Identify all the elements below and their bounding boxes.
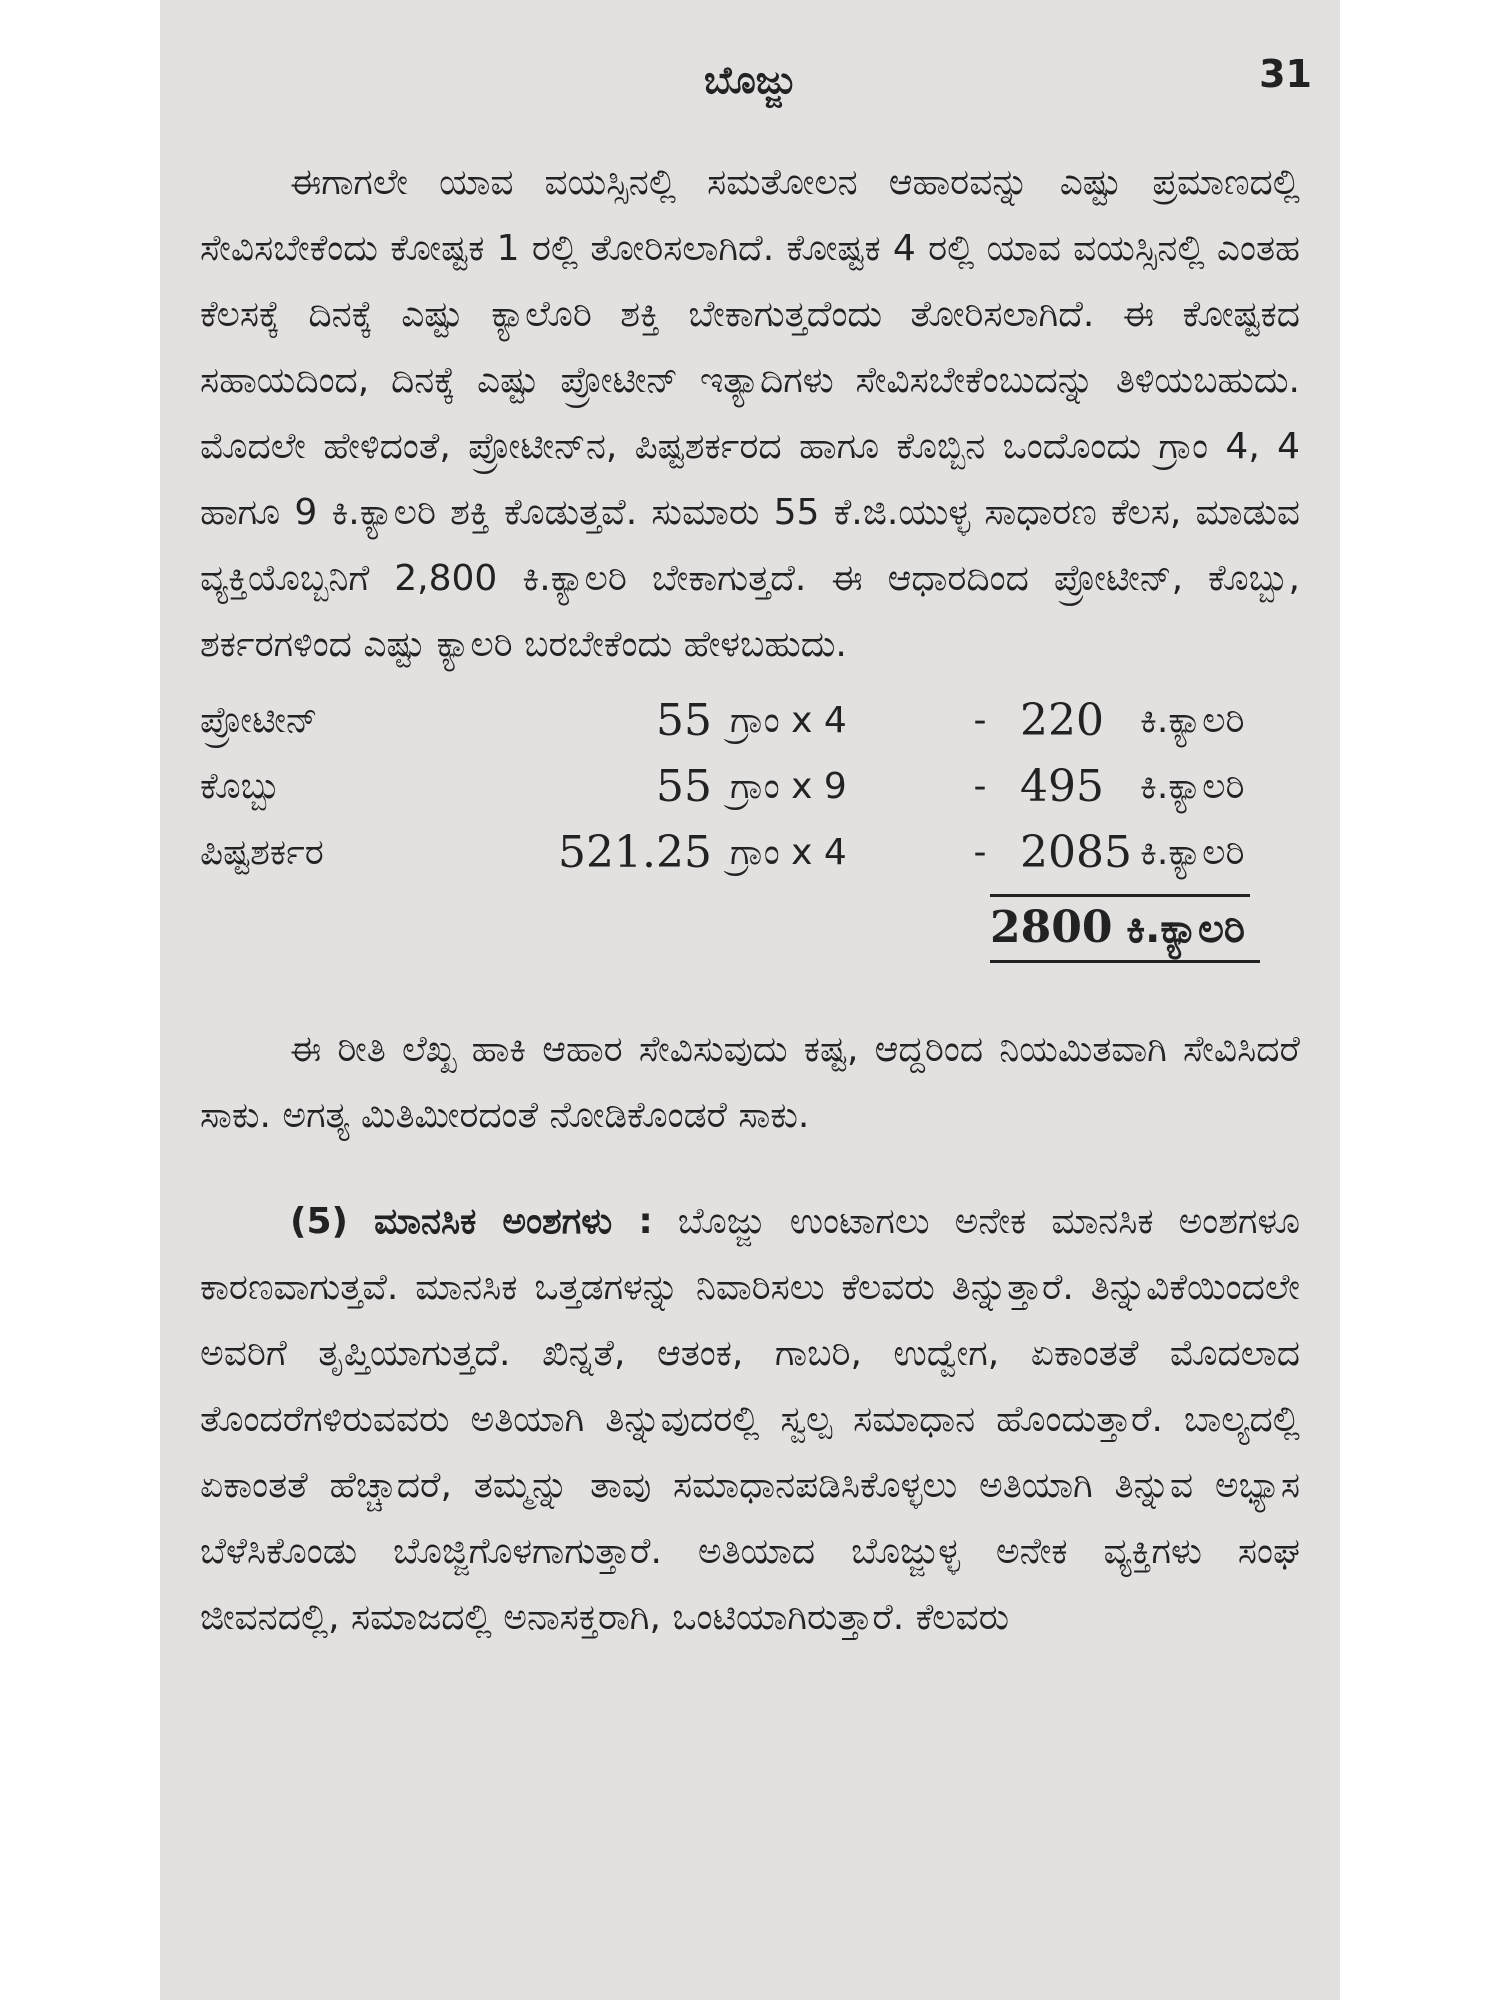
calc-total bbox=[990, 897, 1300, 960]
calc-label: ಕೊಬ್ಬು bbox=[200, 766, 281, 807]
calc-result: 495 bbox=[1020, 761, 1104, 812]
calc-unit: ಗ್ರಾಂ x 4 bbox=[730, 832, 847, 873]
spacer bbox=[200, 1149, 1300, 1189]
section-heading: (5) ಮಾನಸಿಕ ಅಂಶಗಳು : bbox=[290, 1201, 653, 1242]
calc-result-unit: ಕಿ.ಕ್ಯಾಲರಿ bbox=[1140, 832, 1245, 873]
calc-unit: ಗ್ರಾಂ x 9 bbox=[730, 766, 847, 807]
calc-result: 2085 bbox=[1020, 827, 1132, 878]
running-head: ಬೊಜ್ಜು bbox=[704, 58, 796, 102]
calc-total-block bbox=[990, 894, 1300, 963]
calc-dash: - bbox=[973, 766, 987, 807]
calc-label: ಪ್ರೋಟೀನ್ bbox=[200, 700, 318, 741]
calorie-calculation bbox=[200, 688, 1300, 963]
calc-result-unit: ಕಿ.ಕ್ಯಾಲರಿ bbox=[1140, 700, 1245, 741]
book-page bbox=[160, 0, 1340, 2000]
paragraph-mental-factors bbox=[200, 1189, 1300, 1651]
page-number: 31 bbox=[1259, 52, 1312, 96]
calc-quantity: 55 bbox=[656, 695, 712, 746]
calc-dash: - bbox=[973, 700, 987, 741]
total-underline bbox=[990, 960, 1260, 963]
calc-result-unit: ಕಿ.ಕ್ಯಾಲರಿ bbox=[1140, 766, 1245, 807]
calc-result: 220 bbox=[1020, 695, 1104, 746]
calc-dash: - bbox=[973, 832, 987, 873]
calc-row-fat bbox=[200, 754, 1300, 820]
paragraph-energy-requirements: ಈಗಾಗಲೇ ಯಾವ ವಯಸ್ಸಿನಲ್ಲಿ ಸಮತೋಲನ ಆಹಾರವನ್ನು ಎಷ್ಟು ಪ್ರಮಾಣದಲ್ಲಿ ಸೇವಿಸಬೇಕೆಂದು ಕೋಷ್ಟಕ 1 ರಲ್ಲಿ ತೋರಿಸಲಾಗಿದೆ. ಕೋಷ್ಟಕ 4 ರಲ್ಲಿ ಯಾವ ವಯಸ್ಸಿನಲ್ಲಿ ಎಂತಹ ಕೆಲಸಕ್ಕೆ ದಿನಕ್ಕೆ ಎಷ್ಟು ಕ್ಯಾಲೊರಿ ಶಕ್ತಿ ಬೇಕಾಗುತ್ತದೆಂದು ತೋರಿಸಲಾಗಿದೆ. ಈ ಕೋಷ್ಟಕದ ಸಹಾಯದಿಂದ, ದಿನಕ್ಕೆ ಎಷ್ಟು ಪ್ರೋಟೀನ್ ಇತ್ಯಾದಿಗಳು ಸೇವಿಸಬೇಕೆಂಬುದನ್ನು ತಿಳಿಯಬಹುದು. ಮೊದಲೇ ಹೇಳಿದಂತೆ, ಪ್ರೋಟೀನ್‌ನ, ಪಿಷ್ಟಶರ್ಕರದ ಹಾಗೂ ಕೊಬ್ಬಿನ ಒಂದೊಂದು ಗ್ರಾಂ 4, 4 ಹಾಗೂ 9 ಕಿ.ಕ್ಯಾಲರಿ ಶಕ್ತಿ ಕೊಡುತ್ತವೆ. ಸುಮಾರು 55 ಕೆ.ಜಿ.ಯುಳ್ಳ ಸಾಧಾರಣ ಕೆಲಸ, ಮಾಡುವ ವ್ಯಕ್ತಿಯೊಬ್ಬನಿಗೆ 2,800 ಕಿ.ಕ್ಯಾಲರಿ ಬೇಕಾಗುತ್ತದೆ. ಈ ಆಧಾರದಿಂದ ಪ್ರೋಟೀನ್, ಕೊಬ್ಬು, ಶರ್ಕರಗಳಿಂದ ಎಷ್ಟು ಕ್ಯಾಲರಿ ಬರಬೇಕೆಂದು ಹೇಳಬಹುದು. bbox=[200, 162, 1300, 665]
calc-total-unit: ಕಿ.ಕ್ಯಾಲರಿ bbox=[1126, 906, 1246, 952]
calc-total-value: 2800 bbox=[990, 902, 1113, 953]
calc-row-carbohydrate bbox=[200, 820, 1300, 886]
page-header bbox=[160, 50, 1340, 110]
calc-quantity: 55 bbox=[656, 761, 712, 812]
paragraph-practical-note: ಈ ರೀತಿ ಲೆಖ್ಖ ಹಾಕಿ ಆಹಾರ ಸೇವಿಸುವುದು ಕಷ್ಟ, ಆದ್ದರಿಂದ ನಿಯಮಿತವಾಗಿ ಸೇವಿಸಿದರೆ ಸಾಕು. ಅಗತ್ಯ ಮಿತಿಮೀರದಂತೆ ನೋಡಿಕೊಂಡರೆ ಸಾಕು. bbox=[200, 1029, 1300, 1136]
calc-label: ಪಿಷ್ಟಶರ್ಕರ bbox=[200, 832, 324, 873]
calc-row-protein bbox=[200, 688, 1300, 754]
calc-quantity: 521.25 bbox=[558, 827, 712, 878]
calc-unit: ಗ್ರಾಂ x 4 bbox=[730, 700, 847, 741]
section-text: ಬೊಜ್ಜು ಉಂಟಾಗಲು ಅನೇಕ ಮಾನಸಿಕ ಅಂಶಗಳೂ ಕಾರಣವಾಗುತ್ತವೆ. ಮಾನಸಿಕ ಒತ್ತಡಗಳನ್ನು ನಿವಾರಿಸಲು ಕೆಲವರು ತಿನ್ನುತ್ತಾರೆ. ತಿನ್ನುವಿಕೆಯಿಂದಲೇ ಅವರಿಗೆ ತೃಪ್ತಿಯಾಗುತ್ತದೆ. ಖಿನ್ನತೆ, ಆತಂಕ, ಗಾಬರಿ, ಉದ್ವೇಗ, ಏಕಾಂತತೆ ಮೊದಲಾದ ತೊಂದರೆಗಳಿರುವವರು ಅತಿಯಾಗಿ ತಿನ್ನುವುದರಲ್ಲಿ ಸ್ವಲ್ಪ ಸಮಾಧಾನ ಹೊಂದುತ್ತಾರೆ. ಬಾಲ್ಯದಲ್ಲಿ ಏಕಾಂತತೆ ಹೆಚ್ಚಾದರೆ, ತಮ್ಮನ್ನು ತಾವು ಸಮಾಧಾನಪಡಿಸಿಕೊಳ್ಳಲು ಅತಿಯಾಗಿ ತಿನ್ನುವ ಅಭ್ಯಾಸ ಬೆಳೆಸಿಕೊಂಡು ಬೊಜ್ಜಿಗೊಳಗಾಗುತ್ತಾರೆ. ಅತಿಯಾದ ಬೊಜ್ಜುಳ್ಳ ಅನೇಕ ವ್ಯಕ್ತಿಗಳು ಸಂಘ ಜೀವನದಲ್ಲಿ, ಸಮಾಜದಲ್ಲಿ ಅನಾಸಕ್ತರಾಗಿ, ಒಂಟಿಯಾಗಿರುತ್ತಾರೆ. ಕೆಲವರು bbox=[200, 1201, 1300, 1638]
spacer bbox=[200, 977, 1300, 1017]
page-body bbox=[200, 150, 1300, 1651]
